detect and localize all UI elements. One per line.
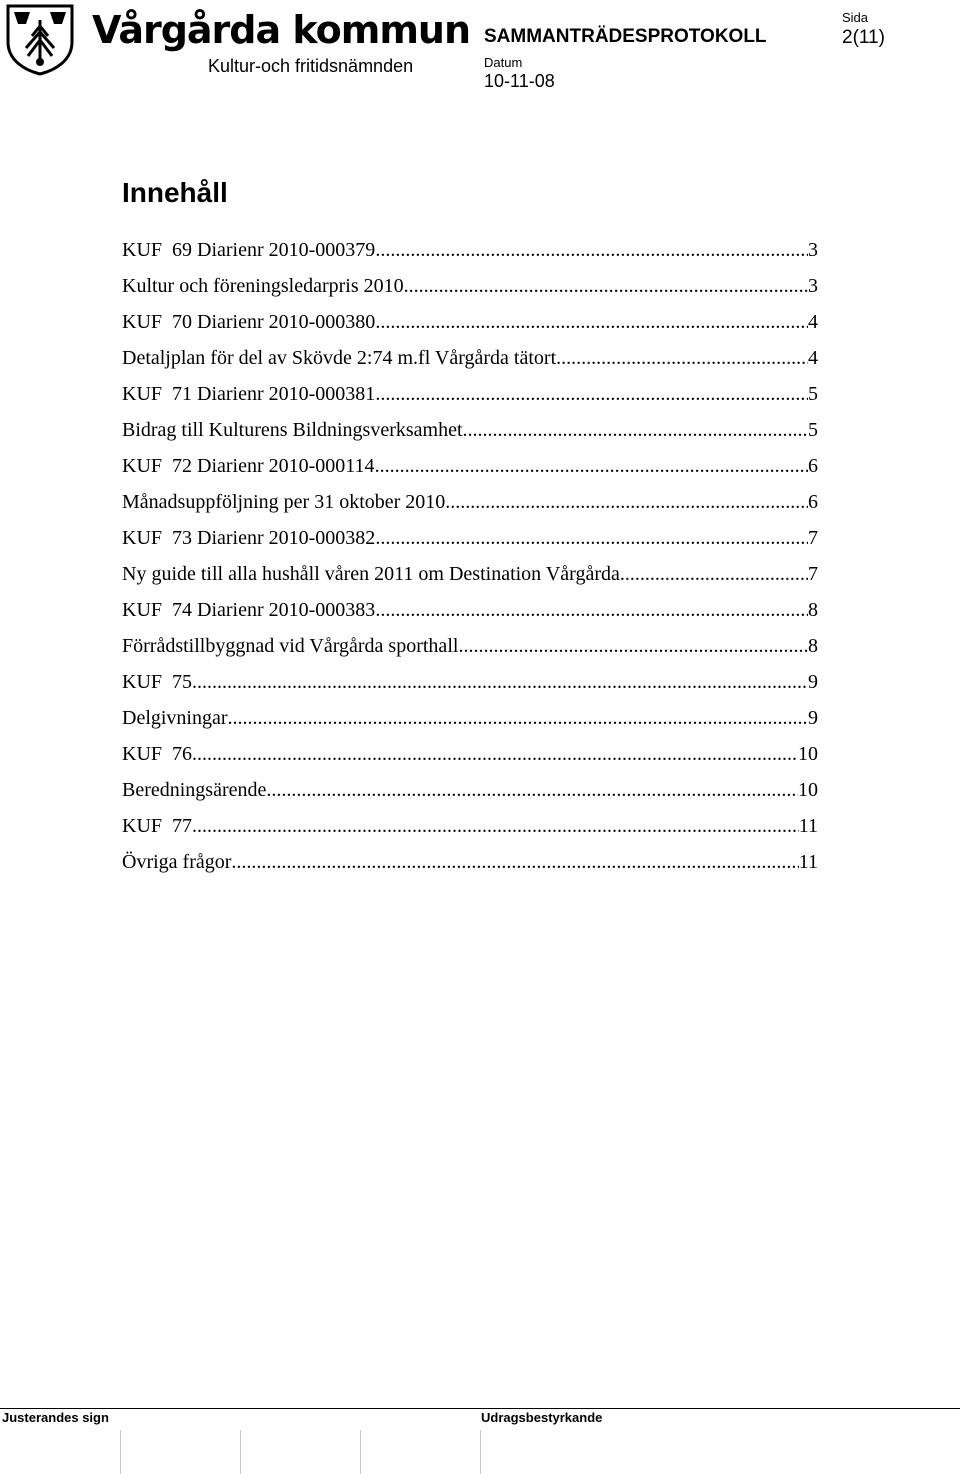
udragsbestyrkande-label: Udragsbestyrkande — [481, 1410, 603, 1425]
toc-entry-title: Ny guide till alla hushåll våren 2011 om Destination Vårgårda — [122, 563, 620, 585]
signature-box-divider — [120, 1430, 121, 1474]
toc-entry[interactable] — [122, 340, 818, 376]
toc-entry-page: 10 — [798, 743, 818, 765]
toc-entry[interactable] — [122, 628, 818, 664]
footer-divider — [0, 1408, 960, 1409]
toc-entry-title: Beredningsärende — [122, 779, 267, 801]
toc-entry-title: Förrådstillbyggnad vid Vårgårda sporthall — [122, 635, 459, 657]
toc-entry-page: 7 — [808, 563, 818, 585]
toc-leader-dots — [192, 736, 798, 772]
toc-entry-page: 3 — [808, 239, 818, 261]
toc-leader-dots — [458, 628, 808, 664]
signature-box-divider — [240, 1430, 241, 1474]
municipal-crest-icon — [4, 2, 76, 76]
toc-leader-dots — [375, 376, 808, 412]
toc-entry[interactable] — [122, 772, 818, 808]
toc-entry-title: Kultur och föreningsledarpris 2010 — [122, 275, 404, 297]
toc-entry-page: 8 — [808, 635, 818, 657]
toc-entry-title: Bidrag till Kulturens Bildningsverksamhet — [122, 419, 463, 441]
committee-name: Kultur-och fritidsnämnden — [208, 56, 414, 76]
toc-entry-page: 7 — [808, 527, 818, 549]
toc-entry[interactable] — [122, 232, 818, 268]
toc-leader-dots — [231, 844, 798, 880]
toc-entry-page: 11 — [798, 851, 818, 873]
toc-leader-dots — [192, 664, 808, 700]
toc-entry-title: KUF 70 Diarienr 2010-000380 — [122, 311, 376, 333]
toc-leader-dots — [192, 808, 799, 844]
toc-heading: Innehåll — [122, 177, 228, 208]
toc-entry[interactable] — [122, 664, 818, 700]
toc-entry[interactable] — [122, 808, 818, 844]
toc-entry-title: KUF 72 Diarienr 2010-000114 — [122, 455, 375, 477]
toc-entry-page: 6 — [808, 455, 818, 477]
toc-entry[interactable] — [122, 592, 818, 628]
toc-entry[interactable] — [122, 484, 818, 520]
toc-entry-page: 3 — [808, 275, 818, 297]
toc-entry[interactable] — [122, 304, 818, 340]
toc-entry-title: KUF 71 Diarienr 2010-000381 — [122, 383, 376, 405]
toc-leader-dots — [375, 448, 808, 484]
toc-leader-dots — [375, 304, 808, 340]
toc-entry-title: KUF 75 — [122, 671, 193, 693]
toc-leader-dots — [228, 700, 808, 736]
toc-entry[interactable] — [122, 448, 818, 484]
toc-entry[interactable] — [122, 736, 818, 772]
municipality-name: Vårgårda kommun — [92, 8, 471, 52]
toc-leader-dots — [404, 268, 808, 304]
toc-entry[interactable] — [122, 844, 818, 880]
document-type: SAMMANTRÄDESPROTOKOLL — [484, 26, 767, 47]
toc-entry[interactable] — [122, 268, 818, 304]
toc-entry[interactable] — [122, 700, 818, 736]
toc-entry[interactable] — [122, 556, 818, 592]
page-label: Sida — [842, 10, 869, 25]
toc-leader-dots — [463, 412, 808, 448]
toc-entry-title: KUF 69 Diarienr 2010-000379 — [122, 239, 376, 261]
toc-entry[interactable] — [122, 412, 818, 448]
toc-entry-title: Detaljplan för del av Skövde 2:74 m.fl Vårgårda tätort — [122, 347, 557, 369]
toc-entry-page: 4 — [808, 311, 818, 333]
toc-leader-dots — [375, 592, 808, 628]
date-value: 10-11-08 — [484, 71, 555, 91]
toc-leader-dots — [375, 232, 808, 268]
justerandes-sign-label: Justerandes sign — [2, 1410, 109, 1425]
toc-entry-page: 6 — [808, 491, 818, 513]
signature-box-divider — [480, 1430, 481, 1474]
toc-entry-page: 8 — [808, 599, 818, 621]
toc-entry-page: 9 — [808, 707, 818, 729]
toc-entry-page: 9 — [808, 671, 818, 693]
signature-box-divider — [360, 1430, 361, 1474]
toc-leader-dots — [620, 556, 808, 592]
toc-entry-title: Månadsuppföljning per 31 oktober 2010 — [122, 491, 446, 513]
toc-entry-title: KUF 74 Diarienr 2010-000383 — [122, 599, 376, 621]
toc-entry[interactable] — [122, 376, 818, 412]
toc-entry-title: Delgivningar — [122, 707, 228, 729]
page-number: 2(11) — [842, 27, 885, 48]
toc-leader-dots — [556, 340, 808, 376]
toc-entry-title: KUF 76 — [122, 743, 193, 765]
toc-leader-dots — [445, 484, 808, 520]
date-label: Datum — [484, 55, 523, 70]
toc-leader-dots — [375, 520, 808, 556]
toc-leader-dots — [266, 772, 798, 808]
toc-entry-page: 11 — [798, 815, 818, 837]
toc-entry-page: 10 — [798, 779, 818, 801]
toc-entry[interactable] — [122, 520, 818, 556]
toc-entry-page: 5 — [808, 419, 818, 441]
toc-entry-page: 4 — [808, 347, 818, 369]
table-of-contents — [122, 232, 818, 880]
toc-entry-title: KUF 73 Diarienr 2010-000382 — [122, 527, 376, 549]
toc-entry-title: Övriga frågor — [122, 851, 232, 873]
toc-entry-page: 5 — [808, 383, 818, 405]
toc-entry-title: KUF 77 — [122, 815, 193, 837]
